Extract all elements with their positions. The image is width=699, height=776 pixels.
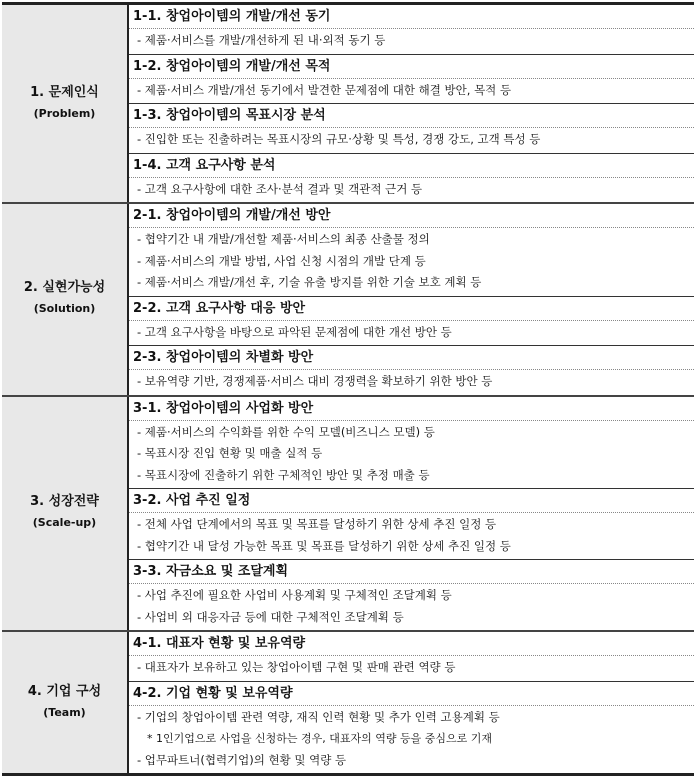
subsection-cell <box>128 54 694 104</box>
section-row <box>2 4 694 55</box>
detail-item: - 기업의 창업아이템 관련 역량, 재직 인력 현황 및 추가 인력 고용계획 등 <box>137 709 500 724</box>
detail-item: - 목표시장에 진출하기 위한 구체적인 방안 및 추정 매출 등 <box>137 467 430 482</box>
subsection-title: 3-1. 창업아이템의 사업화 방안 <box>133 400 314 416</box>
subsection-cell <box>128 396 694 489</box>
subsection-items <box>129 583 694 630</box>
category-cell <box>2 631 128 775</box>
subsection-title: 1-2. 창업아이템의 개발/개선 목적 <box>133 58 331 74</box>
business-plan-outline-table <box>2 2 694 776</box>
subsection-cell <box>128 296 694 346</box>
subsection-title: 3-2. 사업 추진 일정 <box>133 493 251 508</box>
subsection-title: 1-1. 창업아이템의 개발/개선 동기 <box>133 9 331 24</box>
subsection-items <box>129 227 694 296</box>
detail-item: - 보유역량 기반, 경쟁제품·서비스 대비 경쟁력을 확보하기 위한 방안 등 <box>137 374 493 388</box>
subsection-title: 4-2. 기업 현황 및 보유역량 <box>133 685 293 701</box>
subsection-cell <box>128 346 694 396</box>
subsection-items <box>129 369 694 395</box>
detail-item: - 협약기간 내 개발/개선할 제품·서비스의 최종 산출물 정의 <box>137 232 430 246</box>
detail-item: - 고객 요구사항에 대한 조사·분석 결과 및 객관적 근거 등 <box>137 181 423 196</box>
section-row <box>2 631 694 681</box>
category-cell <box>2 396 128 632</box>
subsection-title: 4-1. 대표자 현황 및 보유역량 <box>133 636 306 651</box>
category-cell <box>2 4 128 204</box>
note-item: * 1인기업으로 사업을 신청하는 경우, 대표자의 역량 등을 중심으로 기재 <box>147 732 492 745</box>
subsection-title: 1-3. 창업아이템의 목표시장 분석 <box>133 108 326 123</box>
category-subtitle: (Team) <box>43 705 86 719</box>
subsection-cell <box>128 4 694 55</box>
subsection-items <box>129 127 694 153</box>
detail-item: - 진입한 또는 진출하려는 목표시장의 규모·상황 및 특성, 경쟁 강도, 고객 특성 등 <box>137 132 541 146</box>
subsection-cell <box>128 489 694 560</box>
subsection-items <box>129 420 694 489</box>
detail-item: - 고객 요구사항을 바탕으로 파악된 문제점에 대한 개선 방안 등 <box>137 324 452 339</box>
detail-item: - 제품·서비스의 수익화를 위한 수익 모델(비즈니스 모델) 등 <box>137 424 435 439</box>
outline-table-body <box>2 4 694 775</box>
detail-item: - 목표시장 진입 현황 및 매출 실적 등 <box>137 446 323 460</box>
category-title: 1. 문제인식 <box>30 84 99 100</box>
subsection-items <box>129 705 694 774</box>
subsection-items <box>129 177 694 203</box>
subsection-items <box>129 512 694 559</box>
section-row <box>2 396 694 489</box>
category-subtitle: (Solution) <box>33 302 96 316</box>
subsection-title: 2-3. 창업아이템의 차별화 방안 <box>133 350 314 365</box>
subsection-cell <box>128 203 694 296</box>
detail-item: - 제품·서비스를 개발/개선하게 된 내·외적 동기 등 <box>137 33 386 47</box>
subsection-title: 1-4. 고객 요구사항 분석 <box>133 157 276 173</box>
section-row <box>2 203 694 296</box>
subsection-cell <box>128 560 694 632</box>
subsection-cell <box>128 681 694 775</box>
category-cell <box>2 203 128 396</box>
detail-item: - 사업비 외 대응자금 등에 대한 구체적인 조달계획 등 <box>137 609 404 624</box>
detail-item: - 업무파트너(협력기업)의 현황 및 역량 등 <box>137 752 347 767</box>
detail-item: - 제품·서비스 개발/개선 동기에서 발견한 문제점에 대한 해결 방안, 목적 등 <box>137 82 512 97</box>
detail-item: - 제품·서비스 개발/개선 후, 기술 유출 방지를 위한 기술 보호 계획 등 <box>137 275 482 289</box>
subsection-cell <box>128 631 694 681</box>
subsection-title: 2-1. 창업아이템의 개발/개선 방안 <box>133 208 331 223</box>
subsection-items <box>129 78 694 104</box>
subsection-cell <box>128 104 694 154</box>
category-title: 3. 성장전략 <box>30 494 99 510</box>
subsection-cell <box>128 153 694 203</box>
category-title: 2. 실현가능성 <box>23 280 106 296</box>
detail-item: - 사업 추진에 필요한 사업비 사용계획 및 구체적인 조달계획 등 <box>137 588 452 602</box>
subsection-title: 3-3. 자금소요 및 조달계획 <box>133 564 289 579</box>
detail-item: - 대표자가 보유하고 있는 창업아이템 구현 및 판매 관련 역량 등 <box>137 660 456 674</box>
category-subtitle: (Scale-up) <box>32 516 97 530</box>
subsection-title: 2-2. 고객 요구사항 대응 방안 <box>133 300 306 316</box>
subsection-items <box>129 320 694 346</box>
detail-item: - 제품·서비스의 개발 방법, 사업 신청 시점의 개발 단계 등 <box>137 253 426 268</box>
detail-item: - 전체 사업 단계에서의 목표 및 목표를 달성하기 위한 상세 추진 일정 등 <box>137 517 497 531</box>
category-title: 4. 기업 구성 <box>27 683 102 699</box>
subsection-items <box>129 28 694 54</box>
subsection-items <box>129 655 694 681</box>
detail-item: - 협약기간 내 달성 가능한 목표 및 목표를 달성하기 위한 상세 추진 일정 등 <box>137 538 511 553</box>
category-subtitle: (Problem) <box>33 106 96 120</box>
